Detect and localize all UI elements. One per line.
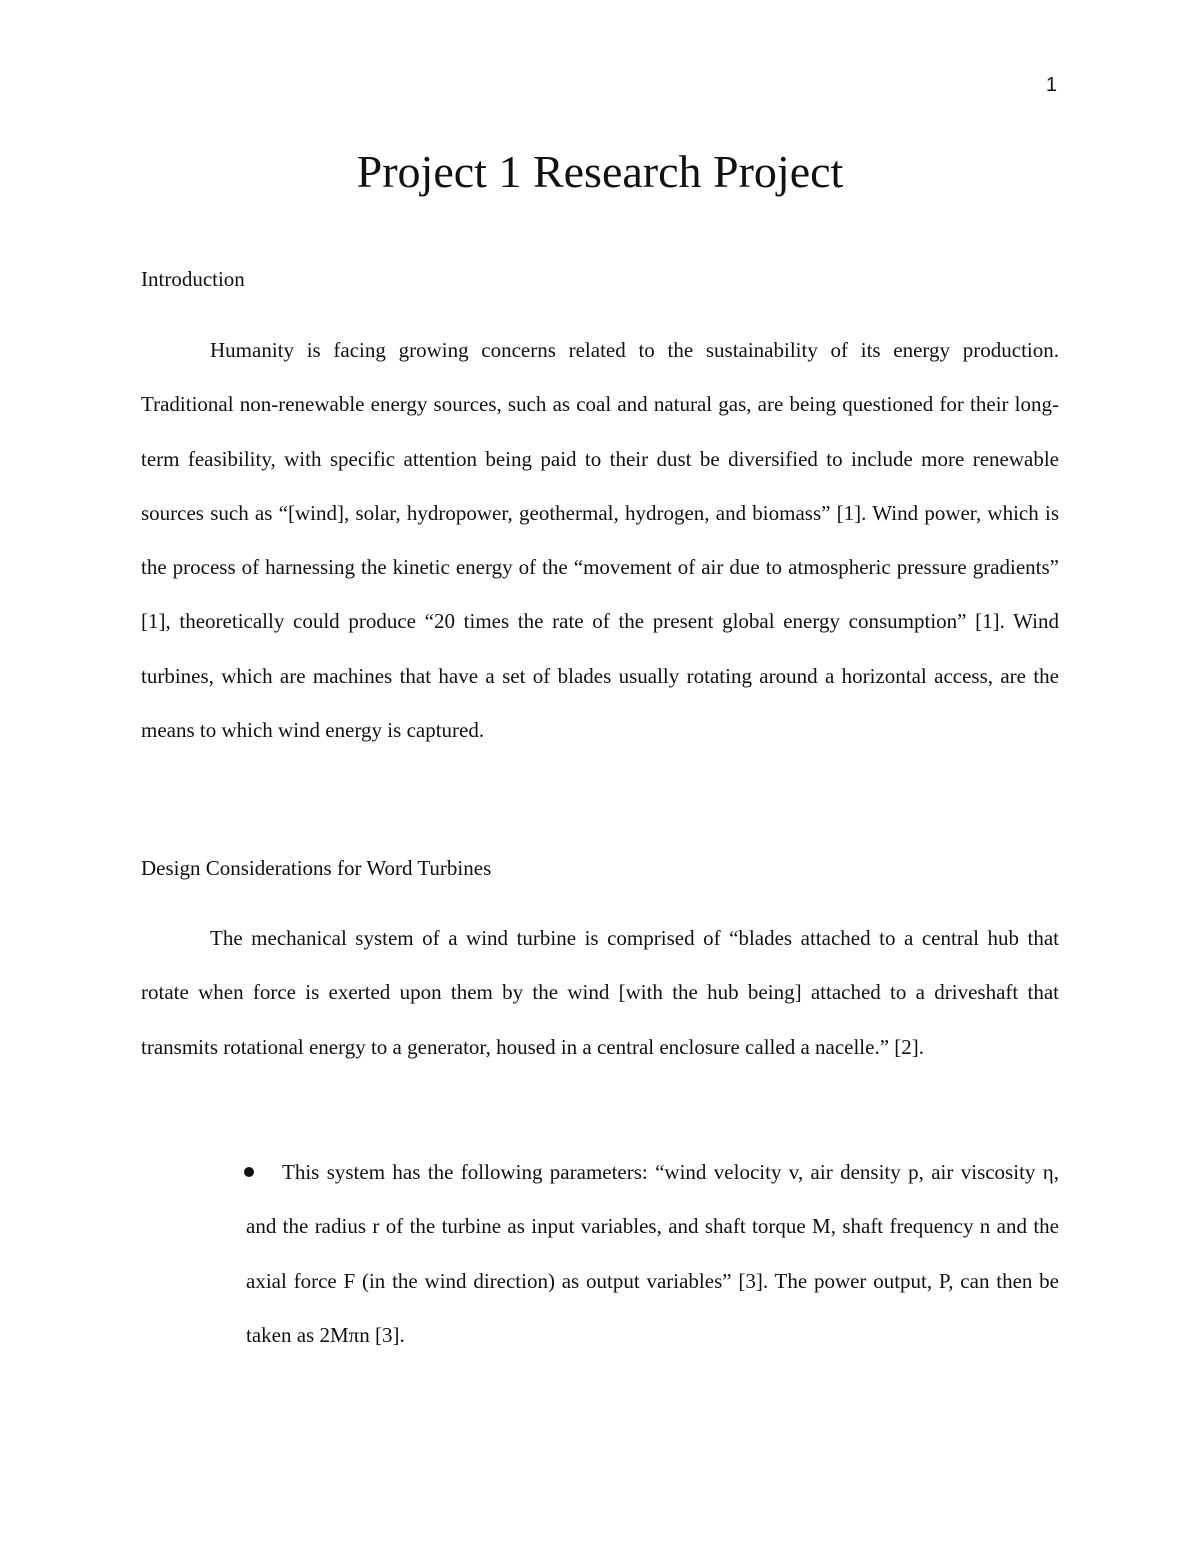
document-title: Project 1 Research Project xyxy=(356,146,844,197)
bullet-list-item xyxy=(246,1145,1059,1362)
introduction-paragraph: Humanity is facing growing concerns related to the sustainability of its energy production. Traditional non-renewable energy sources, such as coal and natural gas, are being questioned for their long-term feasibility, with specific attention being paid to their dust be diversified to include more renewable sources such as “[wind], solar, hydropower, geothermal, hydrogen, and biomass” [1]. Wind power, which is the process of harnessing the kinetic energy of the “movement of air due to atmospheric pressure gradients” [1], theoretically could produce “20 times the rate of the present global energy consumption” [1]. Wind turbines, which are machines that have a set of blades usually rotating around a horizontal access, are the means to which wind energy is captured. xyxy=(141,338,1059,743)
design-considerations-paragraph: The mechanical system of a wind turbine is comprised of “blades attached to a central hub that rotate when force is exerted upon them by the wind [with the hub being] attached to a driveshaft that transmits rotational energy to a generator, housed in a central enclosure called a nacelle.” [2]. xyxy=(141,926,1059,1059)
bullet-text: This system has the following parameters: “wind velocity v, air density p, air viscosity η, and the radius r of the turbine as input variables, and shaft torque M, shaft frequency n and the axial force F (in the wind direction) as output variables” [3]. The power output, P, can then be taken as 2Mπn [3]. xyxy=(246,1160,1059,1347)
section-heading-introduction: Introduction xyxy=(141,267,245,291)
section-heading-design-considerations: Design Considerations for Word Turbines xyxy=(141,856,492,880)
bullet-dot-icon xyxy=(244,1167,254,1177)
page-number: 1 xyxy=(1045,74,1057,96)
